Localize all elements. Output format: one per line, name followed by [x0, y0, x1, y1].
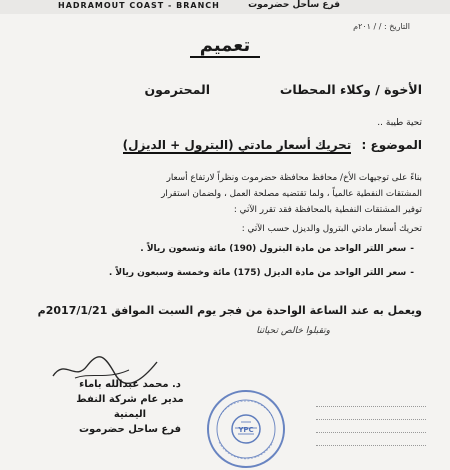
date-value: / / ٢٠١م — [353, 22, 382, 31]
body-line: بناءً على توجيهات الأخ/ محافظ محافظة حضرموت ونظراً لارتفاع أسعار — [166, 173, 422, 183]
effective-date-line: ويعمل به عند الساعة الواحدة من فجر يوم السبت الموافق 2017/1/21م — [37, 304, 422, 317]
letterhead-strip — [0, 0, 450, 14]
price-text: سعر اللتر الواحد من مادة البترول (190) مائة وتسعون ريالاً . — [140, 244, 407, 254]
subject-text: تحريك أسعار مادتي (البترول + الديزل) — [122, 138, 352, 152]
date-label: التاريخ : — [383, 22, 410, 31]
signatory-name: د. محمد عبدالله باماء — [79, 379, 181, 390]
letterhead-english: HADRAMOUT COAST - BRANCH — [58, 1, 220, 10]
body-line: المشتقات النفطية عالمياً ، ولما تقتضيه مصلحة العمل ، ولضمان استقرار — [161, 189, 422, 199]
document-title — [0, 35, 450, 56]
price-text: سعر اللتر الواحد من مادة الديزل (175) مائة وخمسة وسبعون ريالاً . — [108, 268, 407, 278]
signatory-title: مدير عام شركة النفط اليمنية — [76, 394, 184, 420]
bullet-dash: - — [410, 244, 414, 254]
carbon-copy-notes — [316, 398, 426, 450]
price-item-diesel — [109, 268, 414, 278]
body-paragraph — [30, 170, 422, 218]
recipients-addressee: الأخوة / وكلاء المحطات — [279, 82, 422, 97]
price-intro: تحريك أسعار مادتي البترول والديزل حسب الآتي : — [241, 224, 422, 234]
recipients-line — [0, 82, 450, 100]
date-line — [353, 22, 410, 31]
cc-line — [316, 424, 426, 433]
subject-label: الموضوع : — [361, 138, 422, 152]
bullet-dash: - — [410, 268, 414, 278]
title-text: تعميم — [190, 35, 260, 58]
cc-line — [316, 437, 426, 446]
signature-block — [70, 377, 190, 437]
body-line: توفير المشتقات النفطية بالمحافظة فقد تقرر الآتي : — [233, 205, 422, 215]
greeting: تحية طيبة .. — [377, 118, 422, 128]
cc-line — [316, 398, 426, 407]
recipients-honorific: المحترمون — [144, 82, 210, 97]
official-stamp — [205, 388, 287, 470]
signatory-branch: فرع ساحل حضرموت — [78, 424, 182, 435]
stamp-logo-text: YPC — [238, 426, 254, 434]
price-item-petrol — [140, 244, 414, 254]
subject-line — [123, 138, 422, 152]
cc-line — [316, 411, 426, 420]
letterhead-arabic: فرع ساحل حضرموت — [248, 0, 340, 10]
closing-thanks: وتقبلوا خالص تحياتنا — [256, 326, 330, 336]
